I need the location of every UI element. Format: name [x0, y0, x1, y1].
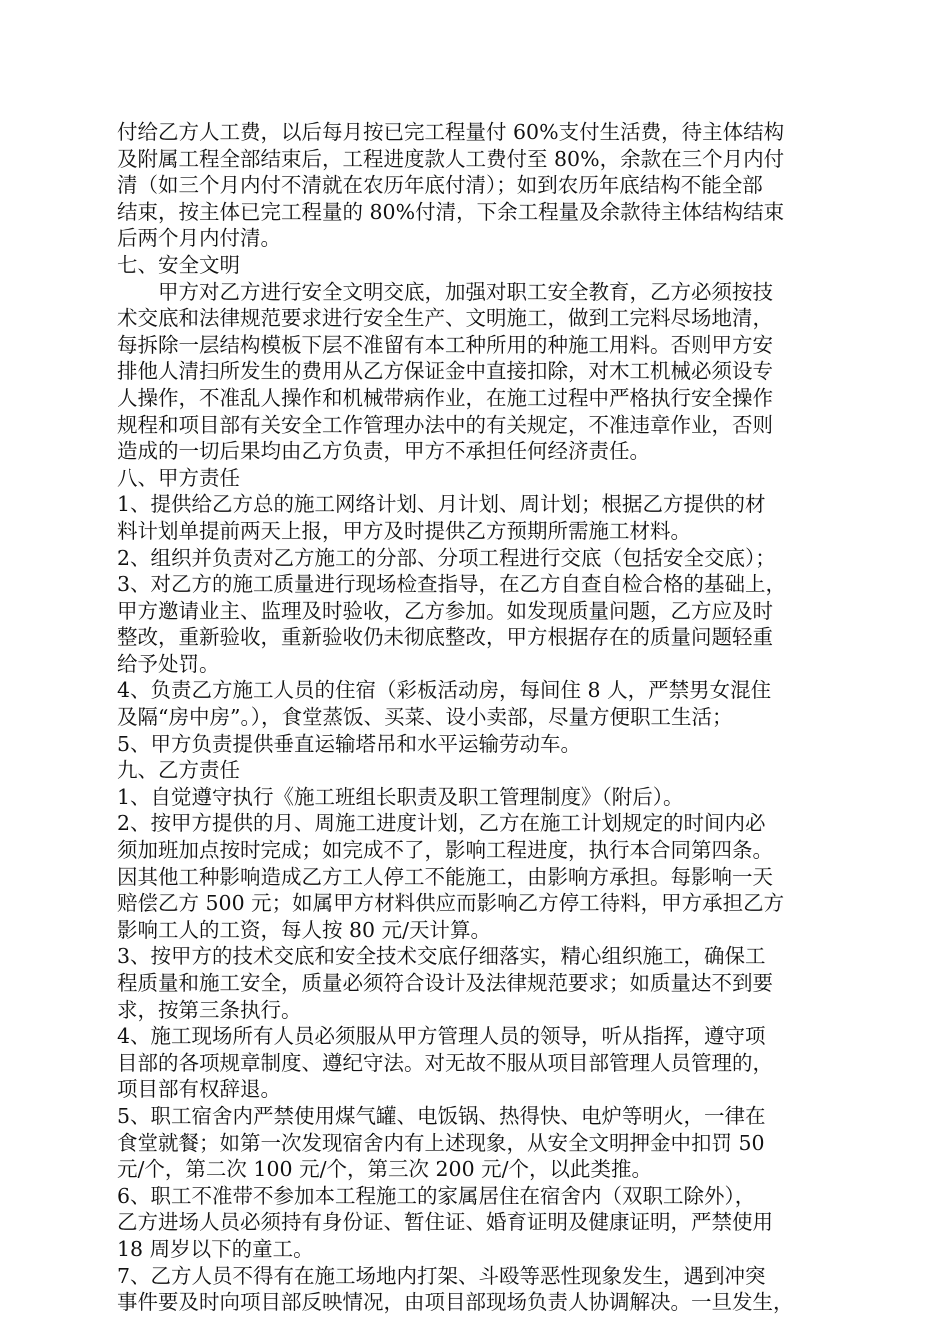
document-line: 3、对乙方的施工质量进行现场检查指导，在乙方自查自检合格的基础上，	[117, 572, 787, 597]
document-line: 甲方邀请业主、监理及时验收，乙方参加。如发现质量问题，乙方应及时	[117, 598, 773, 623]
document-line: 七、安全文明	[117, 252, 240, 277]
document-page	[117, 119, 845, 1316]
document-line: 甲方对乙方进行安全文明交底，加强对职工安全教育，乙方必须按技	[158, 279, 773, 304]
document-line: 乙方进场人员必须持有身份证、暂住证、婚育证明及健康证明，严禁使用	[117, 1210, 773, 1235]
document-line: 2、组织并负责对乙方施工的分部、分项工程进行交底（包括安全交底）；	[117, 545, 776, 570]
document-line: 付给乙方人工费，以后每月按已完工程量付 60%支付生活费，待主体结构	[117, 120, 785, 144]
document-line: 术交底和法律规范要求进行安全生产、文明施工，做到工完料尽场地清，	[117, 306, 773, 331]
document-line: 九、乙方责任	[117, 758, 240, 783]
document-line: 排他人清扫所发生的费用从乙方保证金中直接扣除，对木工机械必须设专	[117, 359, 773, 384]
document-line: 因其他工种影响造成乙方工人停工不能施工，由影响方承担。每影响一天	[117, 864, 773, 889]
document-line: 清（如三个月内付不清就在农历年底付清）；如到农历年底结构不能全部	[117, 173, 763, 198]
document-line: 及附属工程全部结束后，工程进度款人工费付至 80%，余款在三个月内付	[117, 146, 785, 171]
document-line: 食堂就餐；如第一次发现宿舍内有上述现象，从安全文明押金中扣罚 50	[117, 1130, 765, 1155]
document-line: 影响工人的工资，每人按 80 元/天计算。	[117, 917, 492, 942]
document-line: 7、乙方人员不得有在施工场地内打架、斗殴等恶性现象发生，遇到冲突	[117, 1263, 766, 1288]
document-line: 程质量和施工安全，质量必须符合设计及法律规范要求；如质量达不到要	[117, 971, 773, 995]
document-line: 18 周岁以下的童工。	[117, 1236, 314, 1261]
document-line: 须加班加点按时完成；如完成不了，影响工程进度，执行本合同第四条。	[117, 838, 773, 863]
document-line: 4、施工现场所有人员必须服从甲方管理人员的领导，听从指挥，遵守项	[117, 1024, 766, 1049]
document-line: 5、甲方负责提供垂直运输塔吊和水平运输劳动车。	[117, 731, 582, 756]
document-line: 给予处罚。	[117, 651, 220, 676]
document-line: 赔偿乙方 500 元；如属甲方材料供应而影响乙方停工待料，甲方承担乙方	[117, 891, 785, 916]
document-line: 5、职工宿舍内严禁使用煤气罐、电饭锅、热得快、电炉等明火，一律在	[117, 1103, 766, 1128]
document-line: 规程和项目部有关安全工作管理办法中的有关规定，不准违章作业，否则	[117, 412, 773, 437]
document-line: 每拆除一层结构模板下层不准留有本工种所用的种施工用料。否则甲方安	[117, 332, 773, 357]
document-line: 整改，重新验收，重新验收仍未彻底整改，甲方根据存在的质量问题轻重	[117, 625, 773, 650]
document-line: 1、提供给乙方总的施工网络计划、月计划、周计划；根据乙方提供的材	[117, 492, 766, 517]
document-line: 求，按第三条执行。	[117, 997, 302, 1022]
document-line: 后两个月内付清。	[117, 226, 281, 251]
document-line: 6、职工不准带不参加本工程施工的家属居住在宿舍内（双职工除外），	[117, 1183, 756, 1208]
document-line: 事件要及时向项目部反映情况，由项目部现场负责人协调解决。一旦发生，	[117, 1290, 794, 1315]
document-line: 1、自觉遵守执行《施工班组长职责及职工管理制度》（附后）。	[117, 784, 684, 809]
document-line: 项目部有权辞退。	[117, 1077, 281, 1102]
document-line: 目部的各项规章制度、遵纪守法。对无故不服从项目部管理人员管理的，	[117, 1050, 773, 1075]
document-line: 元/个，第二次 100 元/个，第三次 200 元/个，以此类推。	[117, 1157, 653, 1182]
document-line: 人操作，不准乱人操作和机械带病作业，在施工过程中严格执行安全操作	[117, 385, 773, 410]
document-line: 结束，按主体已完工程量的 80%付清，下余工程量及余款待主体结构结束	[117, 199, 785, 224]
document-line: 料计划单提前两天上报，甲方及时提供乙方预期所需施工材料。	[117, 518, 691, 543]
document-line: 八、甲方责任	[117, 465, 240, 490]
document-line: 4、负责乙方施工人员的住宿（彩板活动房，每间住 8 人，严禁男女混住	[117, 678, 772, 703]
document-line: 及隔“房中房”。），食堂蒸饭、买菜、设小卖部，尽量方便职工生活；	[117, 705, 733, 730]
document-line: 3、按甲方的技术交底和安全技术交底仔细落实，精心组织施工，确保工	[117, 944, 766, 969]
document-line: 造成的一切后果均由乙方负责，甲方不承担任何经济责任。	[117, 439, 650, 464]
document-line: 2、按甲方提供的月、周施工进度计划，乙方在施工计划规定的时间内必	[117, 811, 766, 836]
